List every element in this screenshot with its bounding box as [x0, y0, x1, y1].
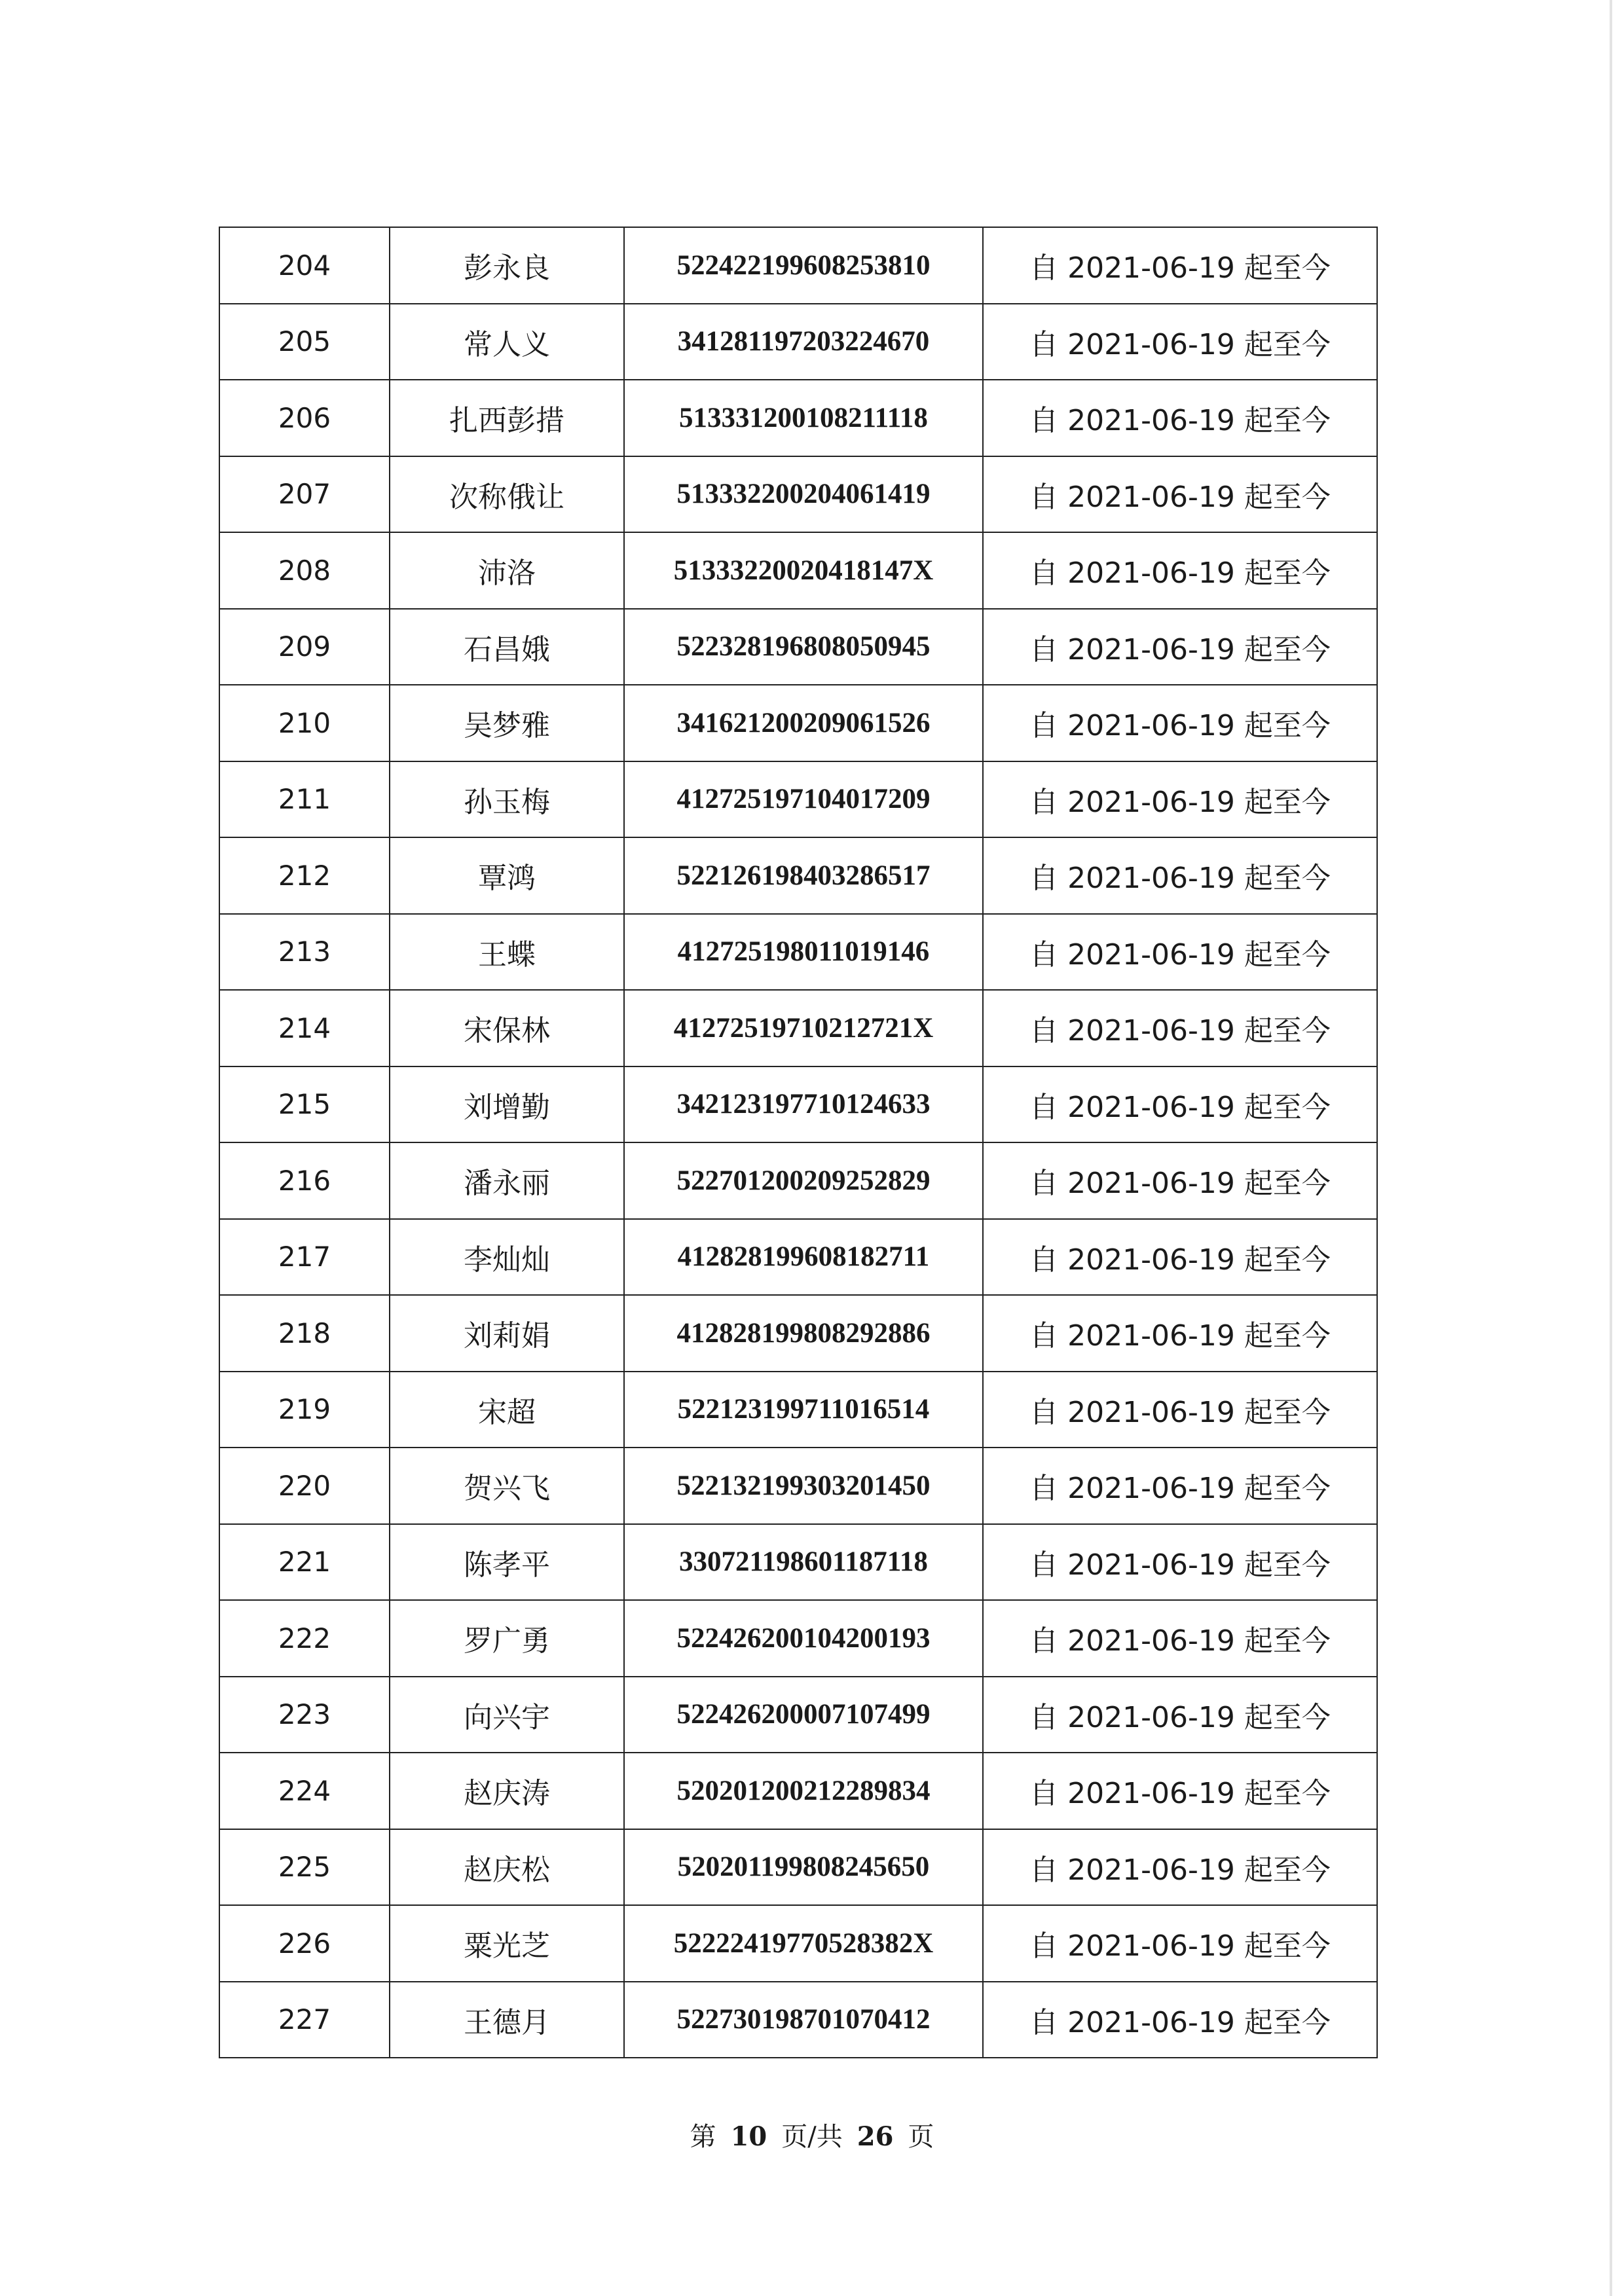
table-row: [219, 1753, 1377, 1829]
row-number: 214: [219, 990, 390, 1066]
effective-period: 自 2021-06-19 起至今: [983, 1829, 1377, 1906]
row-number: 206: [219, 380, 390, 456]
effective-period: 自 2021-06-19 起至今: [983, 1982, 1377, 2058]
row-number: 224: [219, 1753, 390, 1829]
table-row: [219, 1295, 1377, 1372]
id-number: 522328196808050945: [624, 609, 983, 685]
effective-period: 自 2021-06-19 起至今: [983, 837, 1377, 914]
effective-period: 自 2021-06-19 起至今: [983, 609, 1377, 685]
row-number: 212: [219, 837, 390, 914]
person-name: 彭永良: [390, 227, 624, 304]
id-number: 513331200108211118: [624, 380, 983, 456]
row-number: 226: [219, 1905, 390, 1982]
id-number: 522126198403286517: [624, 837, 983, 914]
effective-period: 自 2021-06-19 起至今: [983, 1219, 1377, 1296]
table-row: [219, 1600, 1377, 1677]
id-number: 51333220020418147X: [624, 532, 983, 609]
effective-period: 自 2021-06-19 起至今: [983, 685, 1377, 761]
table-row: [219, 1372, 1377, 1448]
person-name: 贺兴飞: [390, 1448, 624, 1524]
id-number: 522422199608253810: [624, 227, 983, 304]
id-number: 412828199808292886: [624, 1295, 983, 1372]
effective-period: 自 2021-06-19 起至今: [983, 990, 1377, 1066]
row-number: 205: [219, 304, 390, 380]
table-row: [219, 1829, 1377, 1906]
id-number: 341281197203224670: [624, 304, 983, 380]
page-footer: [0, 2116, 1624, 2153]
person-name: 潘永丽: [390, 1142, 624, 1219]
effective-period: 自 2021-06-19 起至今: [983, 380, 1377, 456]
person-name: 沛洛: [390, 532, 624, 609]
person-name: 王蝶: [390, 914, 624, 991]
table-row: [219, 837, 1377, 914]
person-name: 王德月: [390, 1982, 624, 2058]
effective-period: 自 2021-06-19 起至今: [983, 1295, 1377, 1372]
row-number: 218: [219, 1295, 390, 1372]
table-row: [219, 1448, 1377, 1524]
effective-period: 自 2021-06-19 起至今: [983, 1524, 1377, 1601]
table-row: [219, 1219, 1377, 1296]
table-row: [219, 914, 1377, 991]
person-name: 石昌娥: [390, 609, 624, 685]
effective-period: 自 2021-06-19 起至今: [983, 532, 1377, 609]
person-name: 刘莉娟: [390, 1295, 624, 1372]
footer-middle: 页/共: [781, 2122, 843, 2152]
effective-period: 自 2021-06-19 起至今: [983, 914, 1377, 991]
id-number: 522701200209252829: [624, 1142, 983, 1219]
table-row: [219, 1066, 1377, 1143]
table-row: [219, 761, 1377, 838]
person-name: 刘增勤: [390, 1066, 624, 1143]
row-number: 211: [219, 761, 390, 838]
person-name: 陈孝平: [390, 1524, 624, 1601]
effective-period: 自 2021-06-19 起至今: [983, 1905, 1377, 1982]
scan-edge-shadow: [1610, 0, 1612, 2296]
table-row: [219, 1524, 1377, 1601]
table-row: [219, 990, 1377, 1066]
row-number: 225: [219, 1829, 390, 1906]
row-number: 227: [219, 1982, 390, 2058]
roster-table: [219, 227, 1378, 2058]
effective-period: 自 2021-06-19 起至今: [983, 456, 1377, 533]
row-number: 220: [219, 1448, 390, 1524]
footer-suffix: 页: [908, 2122, 934, 2152]
table-row: [219, 1677, 1377, 1753]
table-row: [219, 609, 1377, 685]
person-name: 粟光芝: [390, 1905, 624, 1982]
effective-period: 自 2021-06-19 起至今: [983, 1677, 1377, 1753]
person-name: 赵庆松: [390, 1829, 624, 1906]
row-number: 223: [219, 1677, 390, 1753]
person-name: 常人义: [390, 304, 624, 380]
effective-period: 自 2021-06-19 起至今: [983, 1753, 1377, 1829]
row-number: 207: [219, 456, 390, 533]
id-number: 52222419770528382X: [624, 1905, 983, 1982]
row-number: 222: [219, 1600, 390, 1677]
id-number: 520201200212289834: [624, 1753, 983, 1829]
table-row: [219, 1905, 1377, 1982]
person-name: 宋超: [390, 1372, 624, 1448]
table-row: [219, 532, 1377, 609]
effective-period: 自 2021-06-19 起至今: [983, 304, 1377, 380]
id-number: 522426200104200193: [624, 1600, 983, 1677]
row-number: 208: [219, 532, 390, 609]
effective-period: 自 2021-06-19 起至今: [983, 1448, 1377, 1524]
footer-prefix: 第: [690, 2122, 716, 2152]
row-number: 213: [219, 914, 390, 991]
row-number: 209: [219, 609, 390, 685]
table-row: [219, 456, 1377, 533]
id-number: 513332200204061419: [624, 456, 983, 533]
roster-table-body: [219, 227, 1377, 2058]
table-row: [219, 685, 1377, 761]
table-row: [219, 227, 1377, 304]
id-number: 412725198011019146: [624, 914, 983, 991]
person-name: 宋保林: [390, 990, 624, 1066]
id-number: 522132199303201450: [624, 1448, 983, 1524]
table-row: [219, 1142, 1377, 1219]
id-number: 330721198601187118: [624, 1524, 983, 1601]
table-row: [219, 380, 1377, 456]
person-name: 李灿灿: [390, 1219, 624, 1296]
effective-period: 自 2021-06-19 起至今: [983, 1600, 1377, 1677]
row-number: 215: [219, 1066, 390, 1143]
person-name: 孙玉梅: [390, 761, 624, 838]
person-name: 赵庆涛: [390, 1753, 624, 1829]
id-number: 522426200007107499: [624, 1677, 983, 1753]
id-number: 342123197710124633: [624, 1066, 983, 1143]
row-number: 210: [219, 685, 390, 761]
id-number: 412725197104017209: [624, 761, 983, 838]
id-number: 522123199711016514: [624, 1372, 983, 1448]
id-number: 522730198701070412: [624, 1982, 983, 2058]
id-number: 412828199608182711: [624, 1219, 983, 1296]
effective-period: 自 2021-06-19 起至今: [983, 761, 1377, 838]
row-number: 204: [219, 227, 390, 304]
person-name: 次称俄让: [390, 456, 624, 533]
effective-period: 自 2021-06-19 起至今: [983, 1372, 1377, 1448]
id-number: 520201199808245650: [624, 1829, 983, 1906]
effective-period: 自 2021-06-19 起至今: [983, 1142, 1377, 1219]
row-number: 217: [219, 1219, 390, 1296]
table-row: [219, 304, 1377, 380]
footer-page-number: 10: [730, 2121, 767, 2152]
person-name: 罗广勇: [390, 1600, 624, 1677]
footer-total-pages: 26: [857, 2121, 894, 2152]
effective-period: 自 2021-06-19 起至今: [983, 1066, 1377, 1143]
table-row: [219, 1982, 1377, 2058]
person-name: 向兴宇: [390, 1677, 624, 1753]
person-name: 扎西彭措: [390, 380, 624, 456]
row-number: 219: [219, 1372, 390, 1448]
person-name: 覃鸿: [390, 837, 624, 914]
id-number: 341621200209061526: [624, 685, 983, 761]
effective-period: 自 2021-06-19 起至今: [983, 227, 1377, 304]
id-number: 41272519710212721X: [624, 990, 983, 1066]
row-number: 216: [219, 1142, 390, 1219]
person-name: 吴梦雅: [390, 685, 624, 761]
row-number: 221: [219, 1524, 390, 1601]
